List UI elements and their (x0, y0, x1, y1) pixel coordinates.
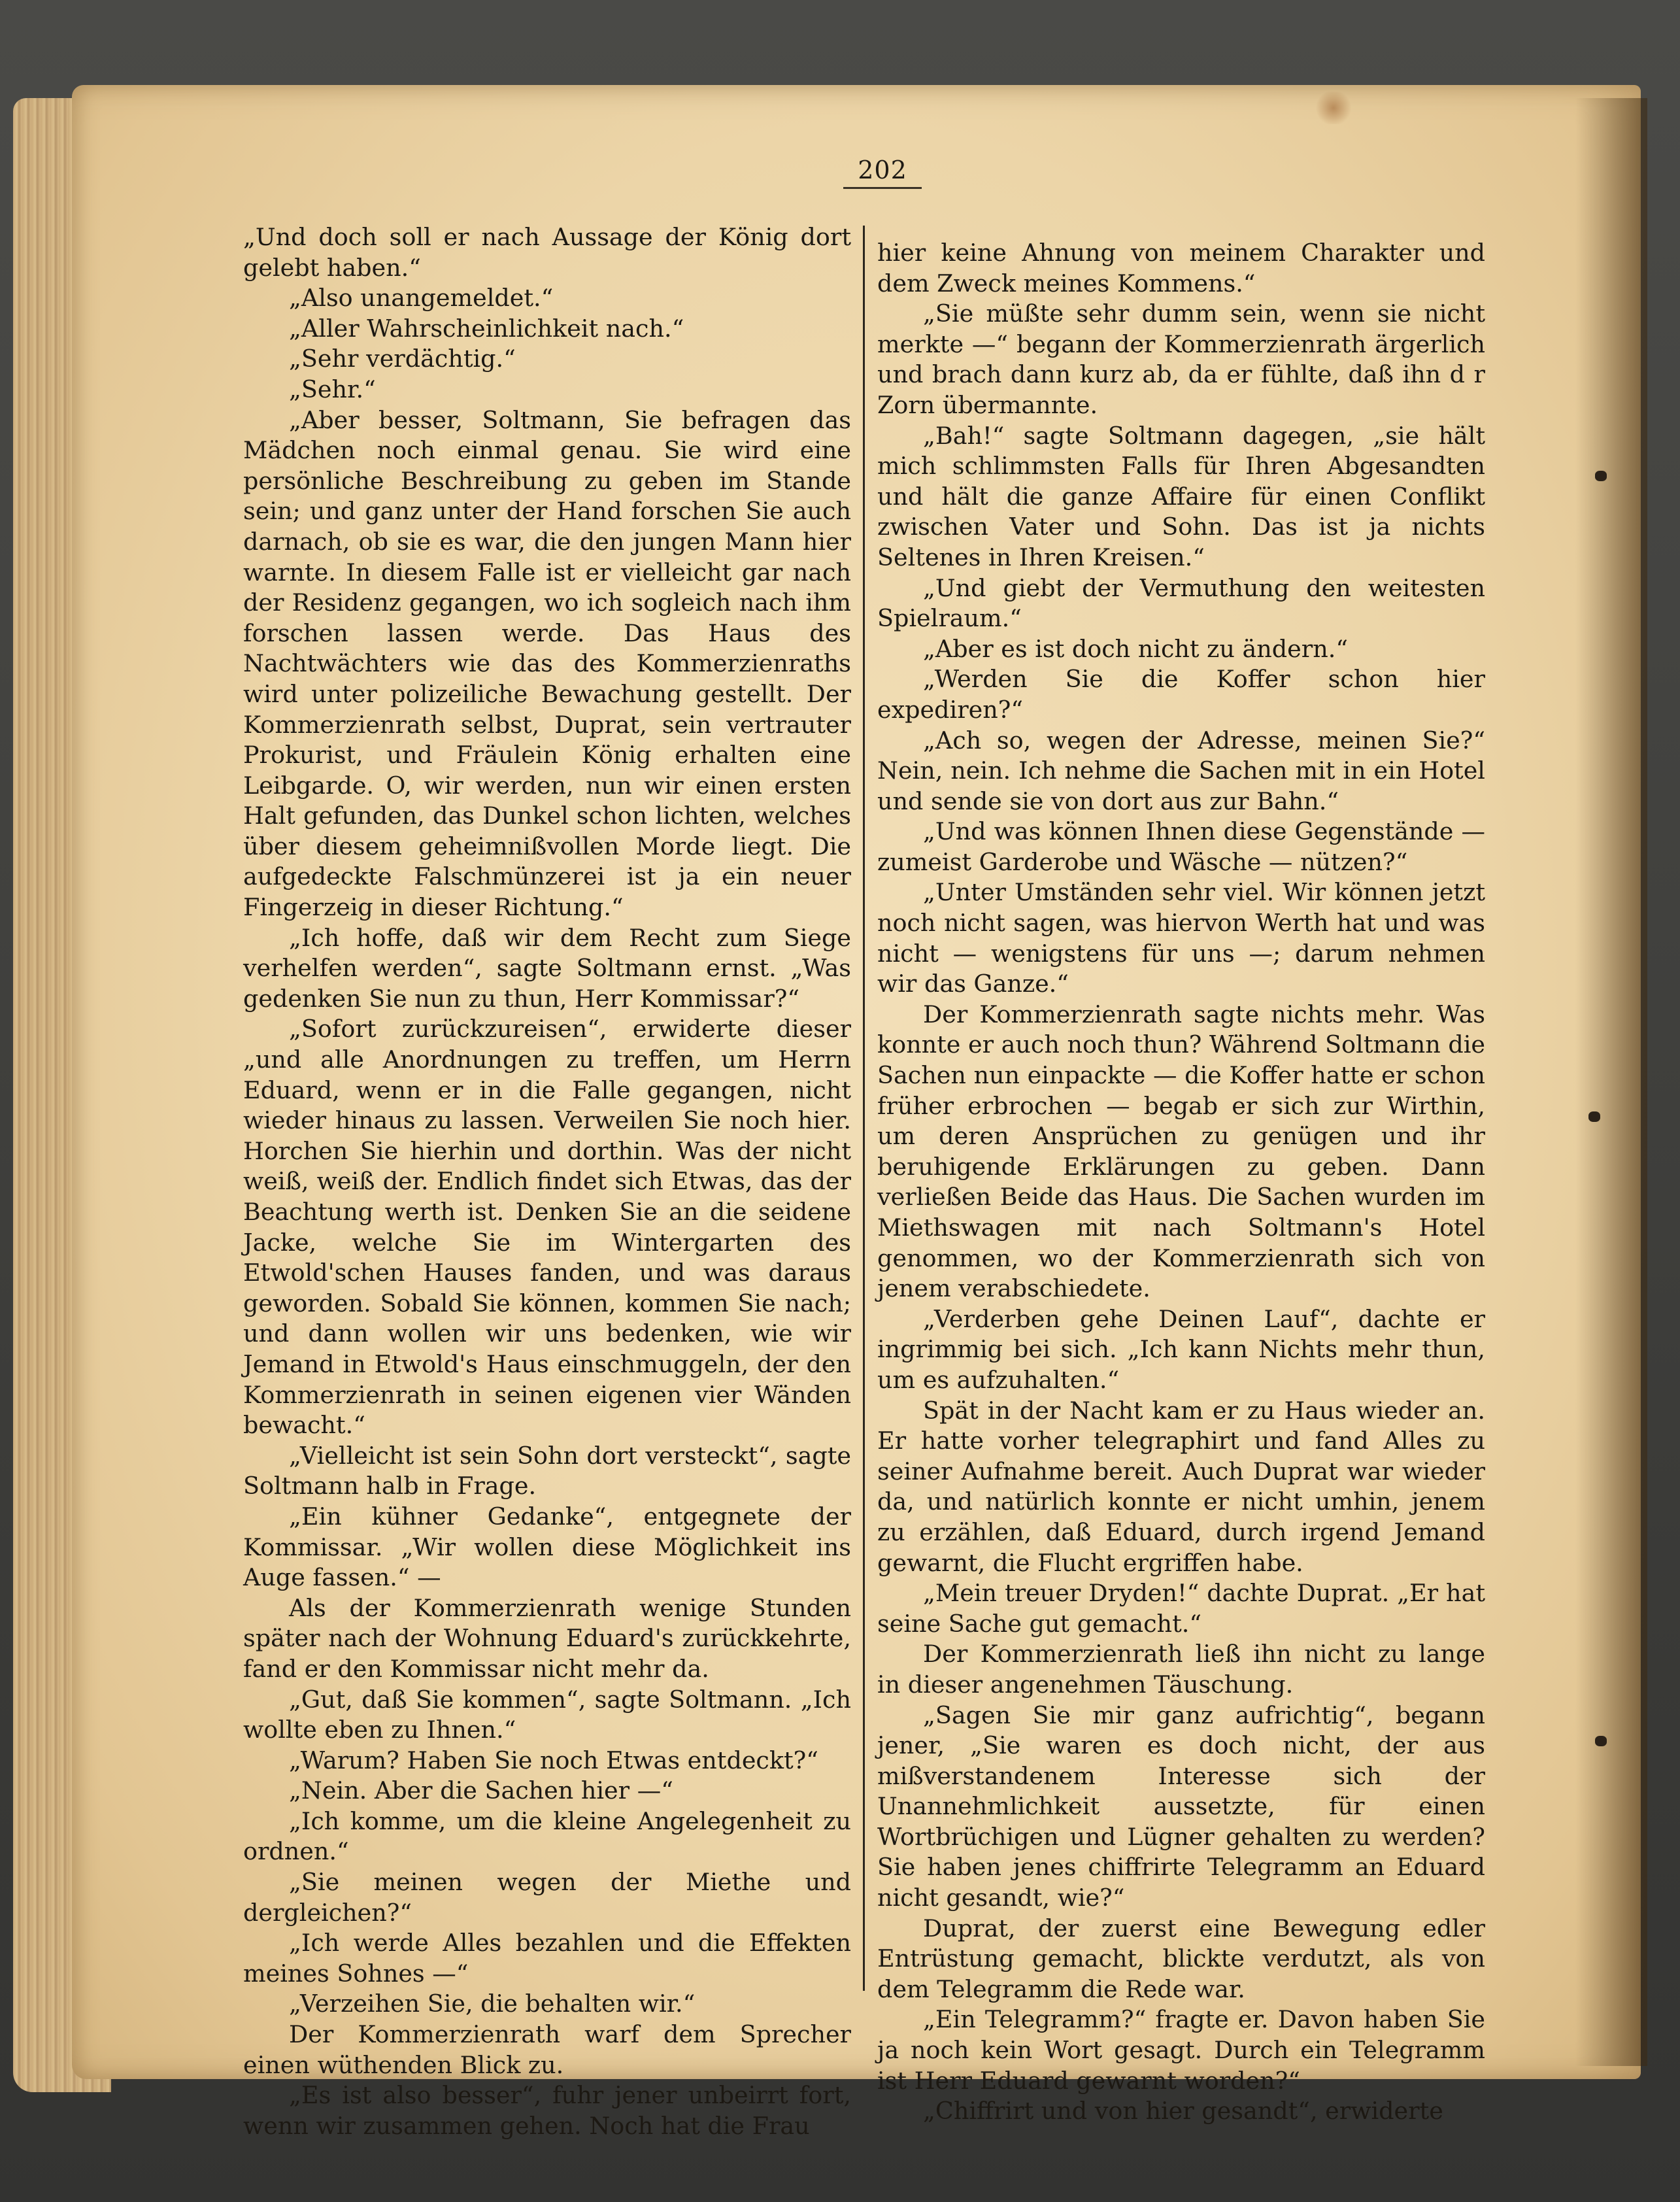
paragraph: Duprat, der zuerst eine Bewegung edler Entrüstung gemacht, blickte verdutzt, als von dem Telegramm die Rede war. (877, 1914, 1485, 2003)
paragraph: Der Kommerzienrath ließ ihn nicht zu lange in dieser angenehmen Täuschung. (877, 1640, 1485, 1699)
paragraph: „Also unangemeldet.“ (289, 284, 554, 313)
paragraph: „Ich werde Alles bezahlen und die Effekten meines Sohnes —“ (243, 1929, 851, 1988)
paragraph: „Aber es ist doch nicht zu ändern.“ (923, 634, 1348, 663)
left-column (243, 222, 851, 2141)
paragraph: „Vielleicht ist sein Sohn dort versteckt“, sagte Soltmann halb in Frage. (243, 1441, 851, 1500)
paragraph: Als der Kommerzienrath wenige Stunden später nach der Wohnung Eduard's zurückkehrte, fand er den Kommissar nicht mehr da. (243, 1593, 851, 1683)
paragraph: „Bah!“ sagte Soltmann dagegen, „sie hält mich schlimmsten Falls für Ihren Abgesandten und hält die ganze Affaire für einen Conflikt zwischen Vater und Sohn. Das ist ja nichts Seltenes in Ihren Kreisen.“ (877, 421, 1485, 571)
paragraph: „Gut, daß Sie kommen“, sagte Soltmann. „Ich wollte eben zu Ihnen.“ (243, 1685, 851, 1744)
paragraph: „Aller Wahrscheinlichkeit nach.“ (289, 314, 684, 343)
paragraph: „Sehr.“ (289, 375, 376, 403)
paragraph: „Warum? Haben Sie noch Etwas entdeckt?“ (289, 1746, 818, 1774)
paragraph: „Und doch soll er nach Aussage der König dort gelebt haben.“ (243, 223, 851, 282)
paragraph: hier keine Ahnung von meinem Charakter und dem Zweck meines Kommens.“ (877, 239, 1485, 297)
paragraph: Der Kommerzienrath warf dem Sprecher einen wüthenden Blick zu. (243, 2020, 851, 2079)
paragraph: „Ich komme, um die kleine Angelegenheit zu ordnen.“ (243, 1806, 851, 1866)
paragraph: „Ich hoffe, daß wir dem Recht zum Siege verhelfen werden“, sagte Soltmann ernst. „Was gedenken Sie nun zu thun, Herr Kommissar?“ (243, 923, 851, 1013)
ink-speck (1595, 471, 1607, 481)
ink-speck (1595, 1736, 1607, 1746)
page-gutter-shadow (1575, 98, 1647, 2066)
paragraph: „Nein. Aber die Sachen hier —“ (289, 1776, 673, 1805)
paragraph: „Verderben gehe Deinen Lauf“, dachte er ingrimmig bei sich. „Ich kann Nichts mehr thun, um es aufzuhalten.“ (877, 1304, 1485, 1394)
paragraph: „Und giebt der Vermuthung den weitesten Spielraum.“ (877, 573, 1485, 633)
paragraph: „Sehr verdächtig.“ (289, 345, 516, 373)
paragraph: „Unter Umständen sehr viel. Wir können jetzt noch nicht sagen, was hiervon Werth hat und was nicht — wenigstens für uns —; darum nehmen wir das Ganze.“ (877, 878, 1485, 998)
paragraph: „Sie müßte sehr dumm sein, wenn sie nicht merkte —“ begann der Kommerzienrath ärgerlich und brach dann kurz ab, da er fühlte, daß ihn d r Zorn übermannte. (877, 299, 1485, 419)
page-number-rule (843, 187, 922, 189)
paragraph: „Sofort zurückzureisen“, erwiderte dieser „und alle Anordnungen zu treffen, um Herrn Eduard, wenn er in die Falle gegangen, nicht wieder hinaus zu lassen. Verweilen Sie noch hier. Horchen Sie hierhin und dorthin. Was der nicht weiß, weiß der. Endlich findet sich Etwas, das der Beachtung werth ist. Denken Sie an die seidene Jacke, welche Sie im Wintergarten des Etwold'schen Hauses fanden, und was daraus geworden. Sobald Sie können, kommen Sie nach; und dann wollen wir uns bedenken, wie wir Jemand in Etwold's Haus einschmuggeln, der den Kommerzienrath in seinen eigenen vier Wänden bewacht.“ (243, 1015, 851, 1440)
ink-speck (1588, 1111, 1600, 1122)
paragraph: „Chiffrirt und von hier gesandt“, erwiderte (923, 2097, 1443, 2126)
paragraph: „Ein Telegramm?“ fragte er. Davon haben Sie ja noch kein Wort gesagt. Durch ein Telegramm ist Herr Eduard gewarnt worden?“ (877, 2005, 1485, 2095)
paragraph: „Verzeihen Sie, die behalten wir.“ (289, 1990, 696, 2018)
paragraph: „Aber besser, Soltmann, Sie befragen das Mädchen noch einmal genau. Sie wird eine persönliche Beschreibung zu geben im Stande sein; und ganz unter der Hand forschen Sie auch darnach, ob sie es war, die den jungen Mann hier warnte. In diesem Falle ist er vielleicht gar nach der Residenz gegangen, wo ich sogleich nach ihm forschen lassen werde. Das Haus des Nachtwächters wie das des Kommerzienraths wird unter polizeiliche Bewachung gestellt. Der Kommerzienrath selbst, Duprat, sein vertrauter Prokurist, und Fräulein König erhalten eine Leibgarde. O, wir werden, nun wir einen ersten Halt gefunden, das Dunkel schon lichten, welches über diesem geheimnißvollen Morde liegt. Die aufgedeckte Falschmünzerei ist ja ein neuer Fingerzeig in dieser Richtung.“ (243, 405, 851, 922)
paragraph: „Werden Sie die Koffer schon hier expediren?“ (877, 665, 1485, 724)
paragraph: „Es ist also besser“, fuhr jener unbeirrt fort, wenn wir zusammen gehen. Noch hat die Frau (243, 2081, 851, 2140)
paragraph: „Ein kühner Gedanke“, entgegnete der Kommissar. „Wir wollen diese Möglichkeit ins Auge fassen.“ — (243, 1502, 851, 1592)
paragraph: „Sie meinen wegen der Miethe und dergleichen?“ (243, 1868, 851, 1927)
paper-stain (1314, 92, 1353, 124)
page-number: 202 (858, 156, 907, 184)
paragraph: „Und was können Ihnen diese Gegenstände — zumeist Garderobe und Wäsche — nützen?“ (877, 817, 1485, 876)
column-divider (863, 226, 865, 1991)
paragraph: „Mein treuer Dryden!“ dachte Duprat. „Er hat seine Sache gut gemacht.“ (877, 1579, 1485, 1638)
paragraph: Spät in der Nacht kam er zu Haus wieder an. Er hatte vorher telegraphirt und fand Alles zu seiner Aufnahme bereit. Auch Duprat war wieder da, und natürlich konnte er nicht umhin, jenem zu erzählen, daß Eduard, durch irgend Jemand gewarnt, die Flucht ergriffen habe. (877, 1396, 1485, 1577)
right-column (877, 238, 1485, 2127)
paragraph: „Sagen Sie mir ganz aufrichtig“, begann jener, „Sie waren es doch nicht, der aus mißverstandenem Interesse sich der Unannehmlichkeit aussetzte, für einen Wortbrüchigen und Lügner gehalten zu werden? Sie haben jenes chiffrirte Telegramm an Eduard nicht gesandt, wie?“ (877, 1701, 1485, 1912)
paragraph: Der Kommerzienrath sagte nichts mehr. Was konnte er auch noch thun? Während Soltmann die Sachen nun einpackte — die Koffer hatte er schon früher erbrochen — begab er sich zur Wirthin, um deren Ansprüchen zu genügen und ihr beruhigende Erklärungen zu geben. Dann verließen Beide das Haus. Die Sachen wurden im Miethswagen mit nach Soltmann's Hotel genommen, wo der Kommerzienrath sich von jenem verabschiedete. (877, 1000, 1485, 1303)
paragraph: „Ach so, wegen der Adresse, meinen Sie?“ Nein, nein. Ich nehme die Sachen mit in ein Hotel und sende sie von dort aus zur Bahn.“ (877, 726, 1485, 815)
